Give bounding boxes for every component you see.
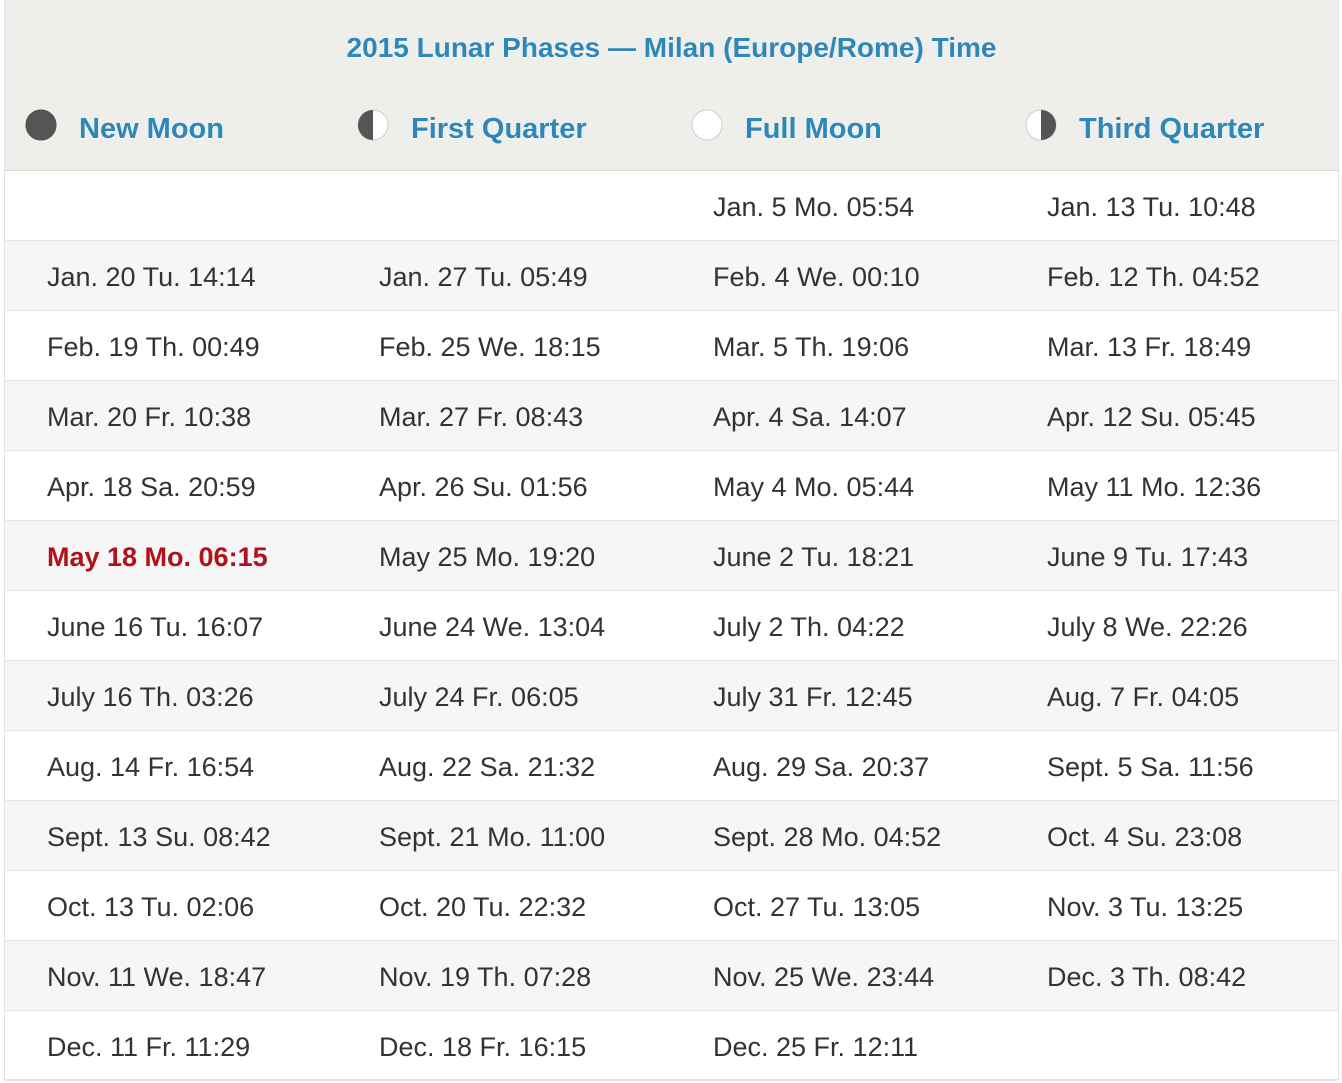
cell-first-quarter: May 25 Mo. 19:20 (379, 542, 596, 572)
table-row (5, 311, 1338, 381)
cell-new-moon: May 18 Mo. 06:15 (47, 542, 268, 572)
cell-new-moon: Apr. 18 Sa. 20:59 (47, 472, 256, 502)
table-row (5, 1011, 1338, 1081)
full-moon-icon (691, 109, 723, 141)
table-row (5, 661, 1338, 731)
cell-new-moon: Aug. 14 Fr. 16:54 (47, 752, 255, 782)
cell-first-quarter: Mar. 27 Fr. 08:43 (379, 402, 584, 432)
page-title: 2015 Lunar Phases — Milan (Europe/Rome) Time (346, 32, 997, 63)
cell-third-quarter: Nov. 3 Tu. 13:25 (1047, 892, 1244, 922)
cell-first-quarter: Aug. 22 Sa. 21:32 (379, 752, 596, 782)
cell-third-quarter: Oct. 4 Su. 23:08 (1047, 822, 1243, 852)
cell-new-moon: Oct. 13 Tu. 02:06 (47, 892, 255, 922)
cell-full-moon: July 2 Th. 04:22 (713, 612, 905, 642)
cell-full-moon: Apr. 4 Sa. 14:07 (713, 402, 907, 432)
cell-full-moon: Mar. 5 Th. 19:06 (713, 332, 910, 362)
cell-third-quarter: Sept. 5 Sa. 11:56 (1047, 752, 1254, 782)
cell-full-moon: Oct. 27 Tu. 13:05 (713, 892, 921, 922)
cell-third-quarter: June 9 Tu. 17:43 (1047, 542, 1249, 572)
column-header-new-moon (25, 104, 224, 154)
cell-third-quarter: May 11 Mo. 12:36 (1047, 472, 1262, 502)
column-label-new-moon: New Moon (79, 113, 224, 145)
cell-full-moon: Feb. 4 We. 00:10 (713, 262, 920, 292)
cell-first-quarter: June 24 We. 13:04 (379, 612, 606, 642)
cell-third-quarter: Dec. 3 Th. 08:42 (1047, 962, 1247, 992)
table-row (5, 871, 1338, 941)
cell-full-moon: July 31 Fr. 12:45 (713, 682, 913, 712)
cell-full-moon: Sept. 28 Mo. 04:52 (713, 822, 942, 852)
cell-full-moon: June 2 Tu. 18:21 (713, 542, 915, 572)
table-row (5, 731, 1338, 801)
column-label-third-quarter: Third Quarter (1079, 113, 1265, 145)
cell-first-quarter: Apr. 26 Su. 01:56 (379, 472, 588, 502)
cell-third-quarter: Jan. 13 Tu. 10:48 (1047, 192, 1256, 222)
cell-third-quarter: Aug. 7 Fr. 04:05 (1047, 682, 1240, 712)
cell-full-moon: Nov. 25 We. 23:44 (713, 962, 935, 992)
cell-first-quarter: July 24 Fr. 06:05 (379, 682, 579, 712)
table-row (5, 941, 1338, 1011)
cell-new-moon: Mar. 20 Fr. 10:38 (47, 402, 252, 432)
cell-first-quarter: Sept. 21 Mo. 11:00 (379, 822, 606, 852)
cell-first-quarter: Oct. 20 Tu. 22:32 (379, 892, 587, 922)
third-quarter-icon (1025, 109, 1057, 141)
cell-new-moon: Sept. 13 Su. 08:42 (47, 822, 271, 852)
cell-third-quarter: Apr. 12 Su. 05:45 (1047, 402, 1256, 432)
cell-first-quarter: Dec. 18 Fr. 16:15 (379, 1032, 587, 1062)
cell-full-moon: May 4 Mo. 05:44 (713, 472, 915, 502)
cell-first-quarter: Feb. 25 We. 18:15 (379, 332, 601, 362)
cell-full-moon: Dec. 25 Fr. 12:11 (713, 1032, 919, 1062)
table-row (5, 591, 1338, 661)
table-header (5, 0, 1338, 171)
table-row (5, 381, 1338, 451)
cell-new-moon: June 16 Tu. 16:07 (47, 612, 264, 642)
cell-first-quarter: Jan. 27 Tu. 05:49 (379, 262, 588, 292)
cell-third-quarter: Feb. 12 Th. 04:52 (1047, 262, 1260, 292)
table-row (5, 521, 1338, 591)
column-header-full-moon (691, 104, 882, 154)
table-row (5, 451, 1338, 521)
column-header-first-quarter (357, 104, 587, 154)
table-row (5, 241, 1338, 311)
cell-third-quarter: Mar. 13 Fr. 18:49 (1047, 332, 1252, 362)
cell-full-moon: Aug. 29 Sa. 20:37 (713, 752, 930, 782)
cell-first-quarter: Nov. 19 Th. 07:28 (379, 962, 592, 992)
cell-new-moon: July 16 Th. 03:26 (47, 682, 254, 712)
first-quarter-icon (357, 109, 389, 141)
new-moon-icon (25, 109, 57, 141)
table-row (5, 801, 1338, 871)
cell-new-moon: Feb. 19 Th. 00:49 (47, 332, 260, 362)
lunar-phases-table (4, 0, 1339, 1080)
column-header-third-quarter (1025, 104, 1264, 154)
cell-new-moon: Dec. 11 Fr. 11:29 (47, 1032, 251, 1062)
table-row (5, 171, 1338, 241)
cell-third-quarter: July 8 We. 22:26 (1047, 612, 1248, 642)
cell-new-moon: Jan. 20 Tu. 14:14 (47, 262, 256, 292)
column-label-first-quarter: First Quarter (411, 113, 587, 145)
table-body (5, 171, 1338, 1081)
column-label-full-moon: Full Moon (745, 113, 882, 145)
cell-full-moon: Jan. 5 Mo. 05:54 (713, 192, 915, 222)
cell-new-moon: Nov. 11 We. 18:47 (47, 962, 267, 992)
